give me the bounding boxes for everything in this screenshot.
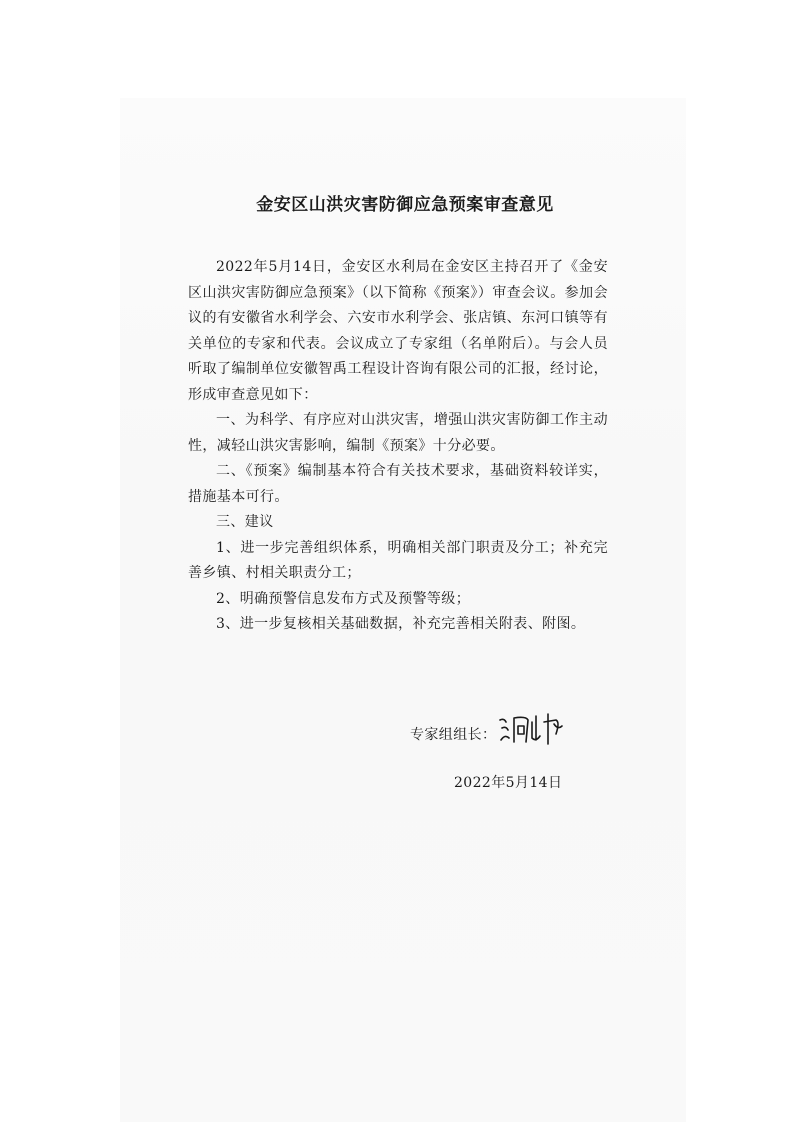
paragraph-suggestion-2: 2、明确预警信息发布方式及预警等级； xyxy=(216,590,471,607)
paragraph-opinion-2: 二、《预案》编制基本符合有关技术要求，基础资料较详实，措施基本可行。 xyxy=(188,463,608,505)
signature-label: 专家组组长： xyxy=(410,727,497,743)
paragraph-suggestion-3: 3、进一步复核相关基础数据，补充完善相关附表、附图。 xyxy=(216,616,586,632)
signature-block xyxy=(410,712,650,752)
document xyxy=(188,190,608,638)
paragraph-intro: 2022年5月14日，金安区水利局在金安区主持召开了《金安区山洪灾害防御应急预案》（以下简称《预案》）审查会议。参加会议的有安徽省水利学会、六安市水利学会、张店镇、东河口镇等有关单位的专家和代表。会议成立了专家组（名单附后）。与会人员听取了编制单位安徽智禹工程设计咨询有限公司的汇报，经讨论，形成审查意见如下： xyxy=(188,259,608,403)
handwritten-signature xyxy=(496,712,566,746)
document-date: 2022年5月14日 xyxy=(454,775,563,791)
document-title: 金安区山洪灾害防御应急预案审查意见 xyxy=(256,195,554,215)
paragraph-opinion-1: 一、为科学、有序应对山洪灾害，增强山洪灾害防御工作主动性，减轻山洪灾害影响，编制《预案》十分必要。 xyxy=(188,412,608,454)
paragraph-suggestion-1: 1、进一步完善组织体系，明确相关部门职责及分工；补充完善乡镇、村相关职责分工； xyxy=(188,539,608,581)
document-body xyxy=(188,255,608,638)
paragraph-suggestions-heading: 三、建议 xyxy=(216,514,274,530)
